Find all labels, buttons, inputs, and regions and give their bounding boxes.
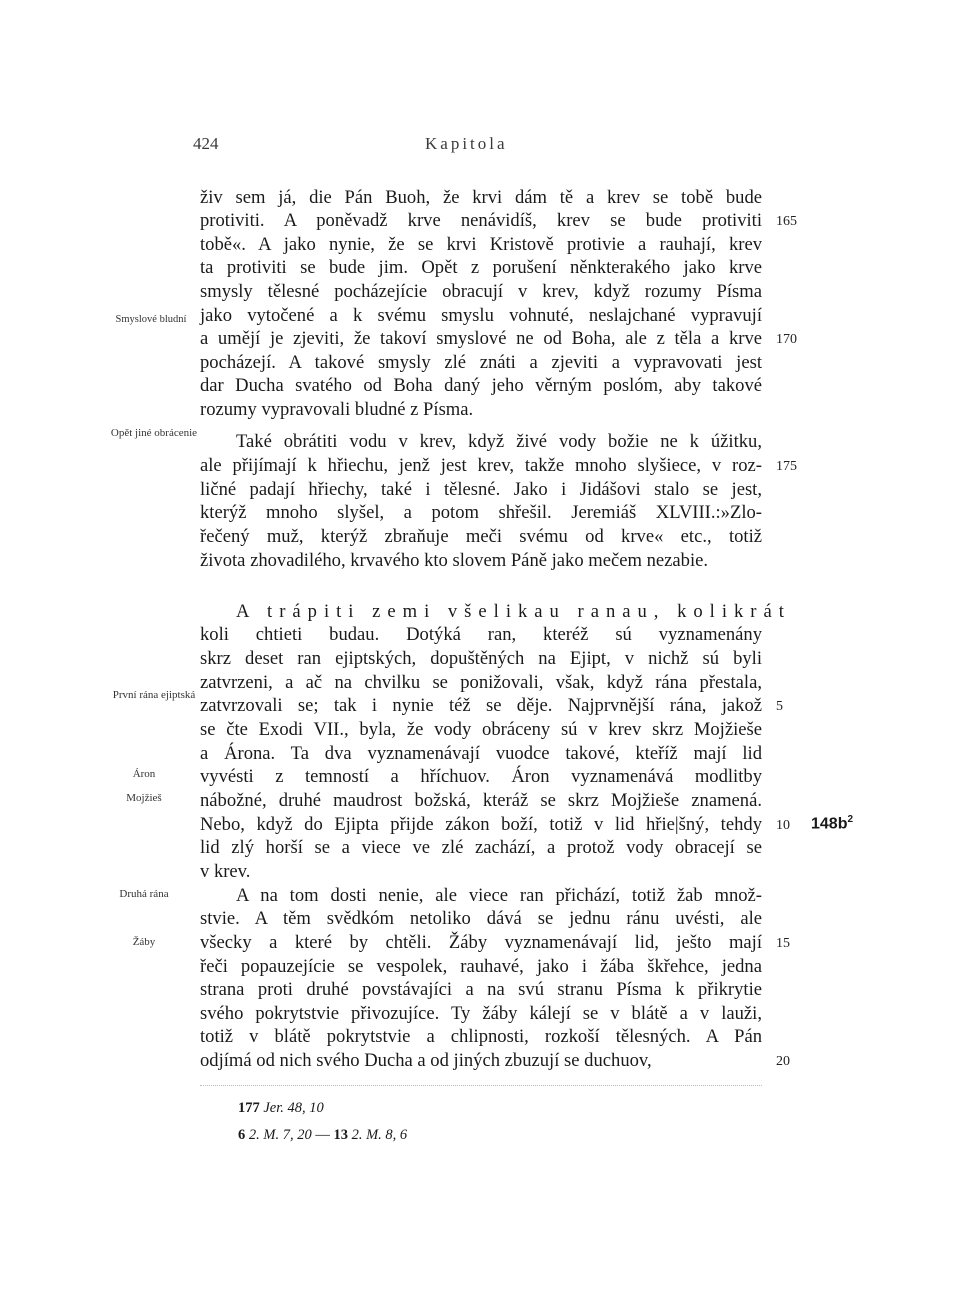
text-line: v krev.	[200, 861, 251, 882]
text-line: rozumy vypravovali bludné z Písma.	[200, 399, 474, 420]
text-line: protiviti. A poněvadž krve nenávidíš, krev se bude protiviti	[200, 210, 762, 231]
text-line: Nebo, když do Ejipta přijde zákon boží, totiž v lid hřie|šný, tehdy	[200, 814, 762, 835]
text-line: tobě«. A jako nynie, že se krvi Kristově protivie a rauhají, krev	[200, 234, 762, 255]
text-line: ta protiviti se bude jim. Opět z porušení něnkterakého jako krve	[200, 257, 762, 278]
text-line: pocházejí. A takové smysly zlé znáti a zjeviti a vypravovati jest	[200, 352, 762, 373]
margin-note-druha: Druhá rána	[119, 888, 169, 900]
text-line: stvie. A těm svědkóm netoliko dává se jednu ránu uvésti, ale	[200, 908, 762, 929]
text-line: vyvésti z temností a hříchuov. Áron vyznamenává modlitby	[200, 766, 762, 787]
folio-sup: 2	[847, 814, 854, 825]
folio-main: 148b	[811, 815, 848, 833]
line-number: 175	[776, 459, 797, 474]
margin-note-prvni: První rána ejiptská	[112, 689, 196, 701]
margin-note-zaby: Žáby	[132, 936, 156, 948]
margin-note-smyslove: Smyslové bludní	[115, 314, 187, 325]
text-line: Také obrátiti vodu v krev, když živé vody božie ne k úžitku,	[236, 431, 762, 452]
margin-note-opet: Opět jiné obrácenie	[110, 427, 198, 439]
text-line: kterýž mnoho slyšel, a potom shřešil. Jeremiáš XLVIII.:»Zlo-	[200, 502, 762, 523]
text-line: skrz deset ran ejiptských, dopuštěných na Ejipt, v nichž sú byli	[200, 648, 762, 669]
line-number: 10	[776, 818, 790, 833]
text-line: A na tom dosti nenie, ale viece ran přichází, totiž žab množ-	[236, 885, 762, 906]
text-line: řečený muž, kterýž zbraňuje meči svému od krve« etc., totiž	[200, 526, 762, 547]
footnote-2-reference-2: 2. M. 8, 6	[351, 1127, 408, 1143]
text-line: dar Ducha svatého od Boha daný jeho věrným poslóm, aby takové	[200, 375, 762, 396]
footnote-2	[238, 1127, 407, 1144]
text-line: se čte Exodi VII., byla, že vody obráceny sú v krev skrz Mojžieše	[200, 719, 762, 740]
text-line: lid zlý horší se a viece ve zlé zachází, a protož vody obracejí se	[200, 837, 762, 858]
line-number: 170	[776, 332, 797, 347]
footnote-rule	[200, 1085, 762, 1086]
running-title: Kapitola	[425, 134, 508, 153]
text-line: života zhovadilého, krvavého kto slovem Páně jako mečem nezabie.	[200, 550, 709, 571]
text-line: jako vytočené a k svému smyslu vohnuté, neslajchané vypravují	[200, 305, 762, 326]
text-line: nábožné, druhé maudrost božská, kteráž se skrz Mojžieše znamená.	[200, 790, 762, 811]
text-line: strana proti druhé povstávajíci a na svú stranu Písma k přikrytie	[200, 979, 762, 1000]
margin-note-mojzies: Mojžieš	[126, 792, 162, 804]
margin-note-aron: Áron	[132, 768, 156, 780]
text-line: řeči popauzejície se vespolek, rauhavé, jako i žába škřehce, jedna	[200, 956, 762, 977]
text-line: zatvrzovali se; tak i nynie též se děje. Najprvnější rána, jakož	[200, 695, 762, 716]
text-line: svého pokrytstvie přivozujíce. Ty žáby kálejí se v blátě a v lauži,	[200, 1003, 762, 1024]
footnote-1-reference: Jer. 48, 10	[263, 1100, 324, 1116]
text-line: a Árona. Ta dva vyznamenávají vuodce takové, kteříž mají lid	[200, 743, 762, 764]
text-line: smysly tělesné pocházejície obracují v krev, když rozumy Písma	[200, 281, 762, 302]
text-line: ličné padají hřiechy, také i tělesné. Jako i Jidášovi stalo se jest,	[200, 479, 762, 500]
line-number: 15	[776, 936, 790, 951]
line-number: 165	[776, 214, 797, 229]
footnote-2-number: 6	[238, 1127, 246, 1143]
spaced-heading: A trápiti zemi všelikau ranau, kolikrát	[236, 601, 791, 622]
page-number: 424	[193, 134, 219, 153]
text-line: živ sem já, die Pán Buoh, že krvi dám tě a krev se tobě bude	[200, 187, 762, 208]
footnote-1	[238, 1100, 324, 1117]
text-line: všecky a které by chtěli. Žáby vyznamenávají lid, ješto mají	[200, 932, 762, 953]
line-number: 20	[776, 1054, 790, 1069]
text-line: koli chtieti budau. Dotýká ran, kteréž sú vyznamenány	[200, 624, 762, 645]
text-line: a umějí je zjeviti, že takoví smyslové ne od Boha, ale z těla a krve	[200, 328, 762, 349]
text-line: odjímá od nich svého Ducha a od jiných zbuzují se duchuov,	[200, 1050, 652, 1071]
footnote-2-number-2: 13	[333, 1127, 348, 1143]
text-line: totiž v blátě pokrytstvie a chlipnosti, rozkoší tělesných. A Pán	[200, 1026, 762, 1047]
text-line: zatvrzeni, a ač na chvilku se ponižovali, však, když rána přestala,	[200, 672, 762, 693]
footnote-2-dash: —	[315, 1127, 330, 1143]
footnote-2-reference: 2. M. 7, 20	[248, 1127, 312, 1143]
text-line: ale přijímají k hřiechu, jenž jest krev, takže mnoho slyšiece, v roz-	[200, 455, 762, 476]
folio-marker	[811, 814, 853, 833]
footnote-1-number: 177	[238, 1100, 260, 1116]
line-number: 5	[776, 699, 783, 714]
